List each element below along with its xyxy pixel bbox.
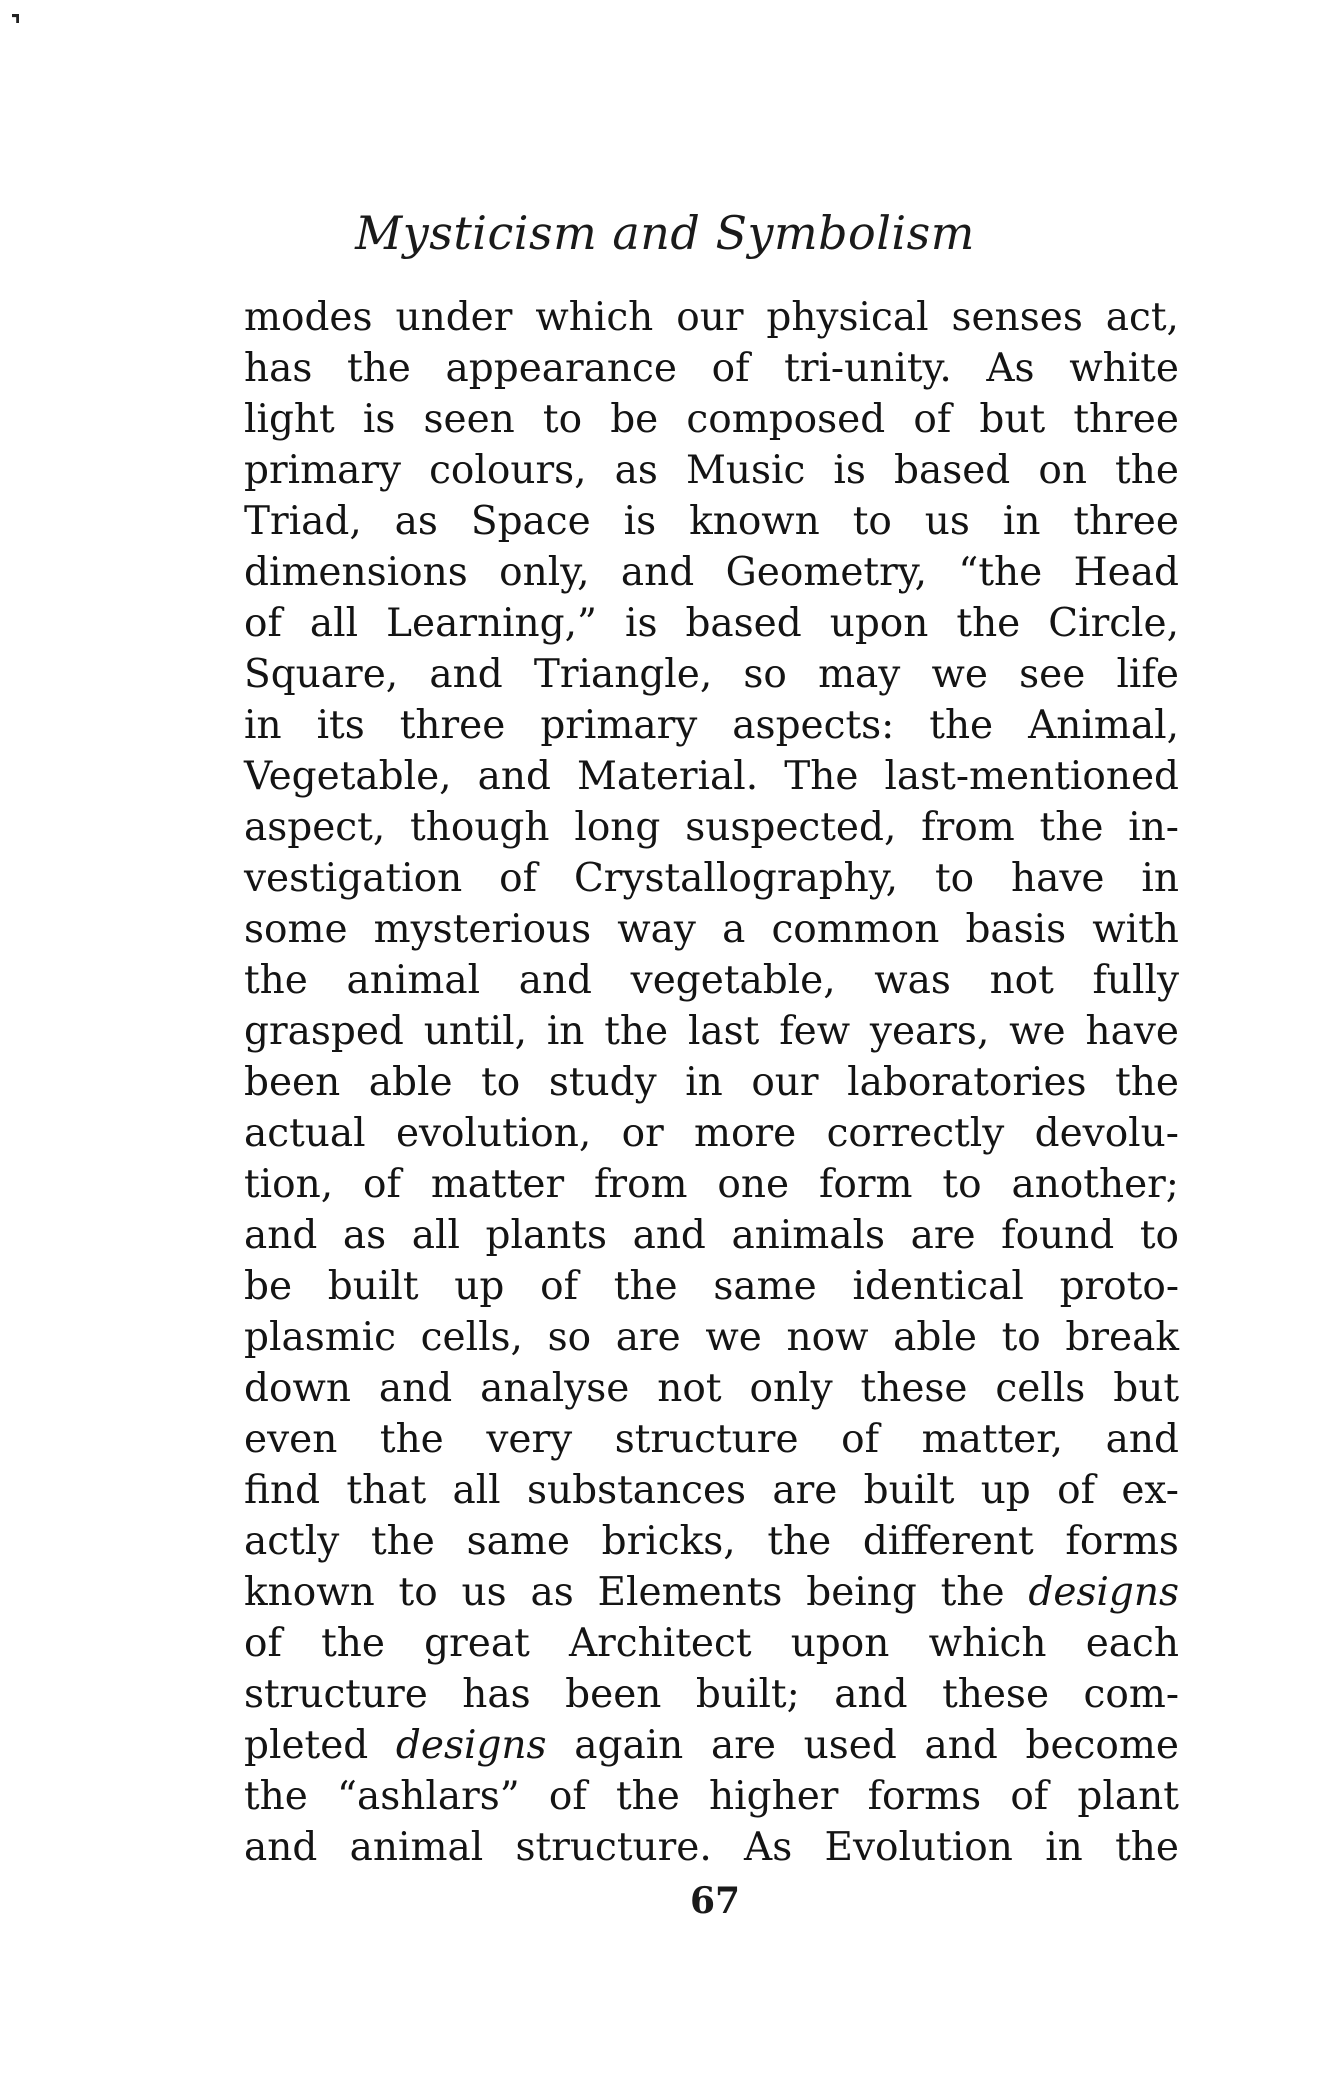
body-text — [244, 292, 1179, 1873]
text-line — [244, 496, 1179, 547]
word: analyse — [480, 1366, 630, 1411]
word: “ashlars” — [337, 1774, 520, 1819]
word: be — [610, 397, 659, 442]
word: three — [1073, 397, 1179, 442]
word: and — [477, 754, 551, 799]
word: built; — [695, 1672, 800, 1717]
word: last-mentioned — [884, 754, 1179, 799]
word: and — [924, 1723, 998, 1768]
word: aspects: — [732, 703, 895, 748]
word: three — [399, 703, 506, 748]
word: all — [411, 1213, 460, 1258]
text-line — [244, 394, 1179, 445]
word: white — [1069, 346, 1179, 391]
word: now — [786, 1315, 869, 1360]
word: based — [685, 601, 802, 646]
word: Crystallography, — [573, 856, 899, 901]
word: last — [687, 1009, 760, 1054]
word: the — [1115, 1825, 1179, 1870]
word: us — [461, 1570, 507, 1615]
word: with — [1092, 907, 1179, 952]
word: and — [429, 652, 503, 697]
word: “the — [958, 550, 1043, 595]
word: its — [316, 703, 365, 748]
word: senses — [951, 295, 1083, 340]
word: of — [1010, 1774, 1049, 1819]
word: to — [398, 1570, 438, 1615]
text-line — [244, 1261, 1179, 1312]
word: was — [874, 958, 951, 1003]
word: Architect — [568, 1621, 752, 1666]
word: Material. — [576, 754, 759, 799]
word: down — [244, 1366, 351, 1411]
word: only — [749, 1366, 833, 1411]
word: or — [621, 1111, 664, 1156]
word: actly — [244, 1519, 340, 1564]
word: Square, — [244, 652, 399, 697]
word: modes — [244, 295, 373, 340]
word: under — [395, 295, 513, 340]
word: only, — [499, 550, 590, 595]
word: and — [378, 1366, 453, 1411]
word: we — [1009, 1009, 1066, 1054]
word: forms — [867, 1774, 982, 1819]
text-line — [244, 292, 1179, 343]
word: be — [244, 1264, 293, 1309]
word: up — [454, 1264, 505, 1309]
word: act, — [1105, 295, 1179, 340]
text-line — [244, 700, 1179, 751]
word: Triad, — [244, 499, 362, 544]
text-line — [244, 1159, 1179, 1210]
text-line — [244, 802, 1179, 853]
word: structure. — [515, 1825, 712, 1870]
word: one — [717, 1162, 790, 1207]
word: though — [410, 805, 550, 850]
word: of — [1057, 1468, 1096, 1513]
word: matter — [430, 1162, 565, 1207]
word: up — [980, 1468, 1031, 1513]
word: to — [542, 397, 583, 442]
word: Vegetable, — [244, 754, 452, 799]
word: tion, — [244, 1162, 334, 1207]
word: are — [615, 1315, 681, 1360]
word: as — [530, 1570, 574, 1615]
word: Triangle, — [533, 652, 713, 697]
word: bricks, — [601, 1519, 736, 1564]
word: some — [244, 907, 348, 952]
word: been — [565, 1672, 662, 1717]
text-line — [244, 649, 1179, 700]
word: upon — [829, 601, 929, 646]
text-line — [244, 853, 1179, 904]
word: the — [956, 601, 1021, 646]
word: but — [979, 397, 1046, 442]
word: Circle, — [1048, 601, 1179, 646]
word: the — [321, 1621, 385, 1666]
word: vegetable, — [630, 958, 836, 1003]
word: in — [1045, 1825, 1083, 1870]
word: pleted — [244, 1723, 369, 1768]
text-line — [244, 445, 1179, 496]
word: are — [710, 1723, 776, 1768]
word: actual — [244, 1111, 366, 1156]
word: us — [924, 499, 970, 544]
word: ex- — [1121, 1468, 1179, 1513]
word: the — [613, 1264, 678, 1309]
word: cells — [995, 1366, 1086, 1411]
word: upon — [790, 1621, 890, 1666]
text-line — [244, 1006, 1179, 1057]
word: more — [694, 1111, 797, 1156]
word: three — [1073, 499, 1179, 544]
word: and — [620, 550, 695, 595]
word: cells, — [420, 1315, 523, 1360]
word: the — [615, 1774, 680, 1819]
word: so — [743, 652, 787, 697]
word: built — [327, 1264, 419, 1309]
word: and — [518, 958, 593, 1003]
word: As — [986, 346, 1035, 391]
text-line — [244, 1057, 1179, 1108]
word: in — [244, 703, 282, 748]
word: which — [535, 295, 654, 340]
running-head: Mysticism and Symbolism — [355, 206, 975, 260]
word: composed — [686, 397, 886, 442]
word: basis — [965, 907, 1067, 952]
word: physical — [766, 295, 929, 340]
word: way — [617, 907, 696, 952]
word: built — [863, 1468, 955, 1513]
word: able — [368, 1060, 453, 1105]
text-line — [244, 1720, 1179, 1771]
word: vestigation — [244, 856, 463, 901]
word: we — [931, 652, 988, 697]
word: is — [623, 499, 657, 544]
word: on — [1038, 448, 1087, 493]
text-line — [244, 1618, 1179, 1669]
word: plant — [1077, 1774, 1179, 1819]
word: the — [347, 346, 411, 391]
word: long — [574, 805, 661, 850]
word: designs — [1028, 1570, 1179, 1615]
word: dimensions — [244, 550, 468, 595]
word: to — [481, 1060, 521, 1105]
text-line — [244, 1771, 1179, 1822]
word: of — [548, 1774, 587, 1819]
word: the — [1115, 1060, 1179, 1105]
word: again — [574, 1723, 684, 1768]
word: able — [893, 1315, 977, 1360]
word: of — [540, 1264, 579, 1309]
word: to — [934, 856, 975, 901]
word: that — [346, 1468, 427, 1513]
word: to — [1001, 1315, 1041, 1360]
text-line — [244, 904, 1179, 955]
word: in — [685, 1060, 723, 1105]
word: form — [818, 1162, 913, 1207]
word: being — [806, 1570, 917, 1615]
word: not — [657, 1366, 722, 1411]
word: The — [784, 754, 859, 799]
word: has — [244, 346, 313, 391]
word: break — [1065, 1315, 1179, 1360]
word: of — [499, 856, 538, 901]
word: animals — [731, 1213, 886, 1258]
text-line — [244, 547, 1179, 598]
word: in — [1141, 856, 1179, 901]
word: from — [594, 1162, 688, 1207]
word: the — [604, 1009, 669, 1054]
word: study — [548, 1060, 657, 1105]
word: laboratories — [847, 1060, 1087, 1105]
word: devolu- — [1034, 1111, 1179, 1156]
word: of — [913, 397, 952, 442]
word: not — [989, 958, 1054, 1003]
text-line — [244, 1669, 1179, 1720]
word: is — [833, 448, 866, 493]
word: been — [244, 1060, 341, 1105]
word: com- — [1083, 1672, 1179, 1717]
text-line — [244, 1312, 1179, 1363]
word: very — [486, 1417, 573, 1462]
word: animal — [349, 1825, 484, 1870]
word: each — [1085, 1621, 1179, 1666]
word: Geometry, — [725, 550, 927, 595]
word: to — [852, 499, 892, 544]
word: and — [632, 1213, 706, 1258]
word: and — [834, 1672, 908, 1717]
word: which — [928, 1621, 1047, 1666]
word: used — [803, 1723, 897, 1768]
word: known — [244, 1570, 375, 1615]
word: of — [244, 601, 282, 646]
word: so — [547, 1315, 592, 1360]
word: even — [244, 1417, 338, 1462]
text-line — [244, 1822, 1179, 1873]
word: have — [1011, 856, 1105, 901]
word: forms — [1065, 1519, 1179, 1564]
word: proto- — [1059, 1264, 1179, 1309]
word: different — [862, 1519, 1034, 1564]
text-line — [244, 343, 1179, 394]
word: animal — [346, 958, 481, 1003]
word: find — [244, 1468, 321, 1513]
word: and — [1105, 1417, 1179, 1462]
word: seen — [423, 397, 515, 442]
word: Music — [685, 448, 806, 493]
word: same — [713, 1264, 817, 1309]
word: Evolution — [824, 1825, 1013, 1870]
word: to — [942, 1162, 982, 1207]
word: these — [942, 1672, 1050, 1717]
word: appearance — [445, 346, 677, 391]
word: known — [689, 499, 820, 544]
text-line — [244, 1465, 1179, 1516]
word: in- — [1128, 805, 1179, 850]
word: our — [751, 1060, 819, 1105]
word: plants — [485, 1213, 607, 1258]
word: identical — [852, 1264, 1024, 1309]
word: as — [342, 1213, 387, 1258]
word: has — [462, 1672, 531, 1717]
word: Elements — [597, 1570, 783, 1615]
word: tri-unity. — [784, 346, 952, 391]
word: correctly — [826, 1111, 1005, 1156]
word: another; — [1011, 1162, 1179, 1207]
text-line — [244, 955, 1179, 1006]
word: a — [722, 907, 746, 952]
word: Learning,” — [386, 601, 597, 646]
word: Animal, — [1028, 703, 1179, 748]
word: life — [1116, 652, 1179, 697]
word: all — [309, 601, 359, 646]
word: plasmic — [244, 1315, 397, 1360]
word: and — [244, 1213, 318, 1258]
word: years, — [869, 1009, 990, 1054]
word: are — [772, 1468, 838, 1513]
word: Space — [470, 499, 591, 544]
word: higher — [709, 1774, 839, 1819]
text-line — [244, 1516, 1179, 1567]
corner-mark — [12, 14, 19, 23]
word: and — [244, 1825, 318, 1870]
word: the — [1115, 448, 1179, 493]
word: As — [744, 1825, 793, 1870]
word: primary — [244, 448, 401, 493]
text-line — [244, 1108, 1179, 1159]
word: of — [363, 1162, 401, 1207]
word: the — [244, 958, 308, 1003]
word: designs — [395, 1723, 547, 1768]
text-line — [244, 1210, 1179, 1261]
word: common — [771, 907, 940, 952]
word: substances — [526, 1468, 747, 1513]
text-line — [244, 751, 1179, 802]
text-line — [244, 1567, 1179, 1618]
word: all — [452, 1468, 501, 1513]
word: as — [614, 448, 658, 493]
word: colours, — [429, 448, 587, 493]
word: in — [546, 1009, 585, 1054]
word: the — [244, 1774, 308, 1819]
word: of — [711, 346, 750, 391]
word: primary — [540, 703, 698, 748]
text-line — [244, 1363, 1179, 1414]
word: are — [910, 1213, 976, 1258]
word: aspect, — [244, 805, 386, 850]
word: to — [1139, 1213, 1179, 1258]
word: may — [818, 652, 901, 697]
word: based — [894, 448, 1011, 493]
word: until, — [423, 1009, 527, 1054]
word: Head — [1073, 550, 1179, 595]
word: of — [244, 1621, 282, 1666]
word: the — [379, 1417, 444, 1462]
word: evolution, — [395, 1111, 592, 1156]
word: from — [921, 805, 1015, 850]
word: matter, — [921, 1417, 1064, 1462]
word: the — [371, 1519, 435, 1564]
word: few — [779, 1009, 851, 1054]
word: as — [394, 499, 438, 544]
word: is — [624, 601, 658, 646]
word: our — [676, 295, 744, 340]
word: the — [1039, 805, 1104, 850]
word: the — [940, 1570, 1005, 1615]
word: but — [1113, 1366, 1179, 1411]
word: see — [1019, 652, 1086, 697]
word: become — [1025, 1723, 1179, 1768]
word: of — [841, 1417, 880, 1462]
word: structure — [244, 1672, 428, 1717]
text-line — [244, 598, 1179, 649]
word: structure — [614, 1417, 799, 1462]
word: have — [1085, 1009, 1179, 1054]
word: suspected, — [685, 805, 897, 850]
word: grasped — [244, 1009, 404, 1054]
word: found — [1001, 1213, 1115, 1258]
word: fully — [1092, 958, 1179, 1003]
word: is — [362, 397, 396, 442]
word: in — [1002, 499, 1041, 544]
word: the — [929, 703, 994, 748]
word: the — [767, 1519, 832, 1564]
page-number: 67 — [689, 1880, 741, 1922]
text-line — [244, 1414, 1179, 1465]
word: great — [424, 1621, 530, 1666]
word: light — [244, 397, 335, 442]
word: same — [466, 1519, 570, 1564]
word: these — [860, 1366, 968, 1411]
word: mysterious — [373, 907, 592, 952]
word: we — [705, 1315, 762, 1360]
